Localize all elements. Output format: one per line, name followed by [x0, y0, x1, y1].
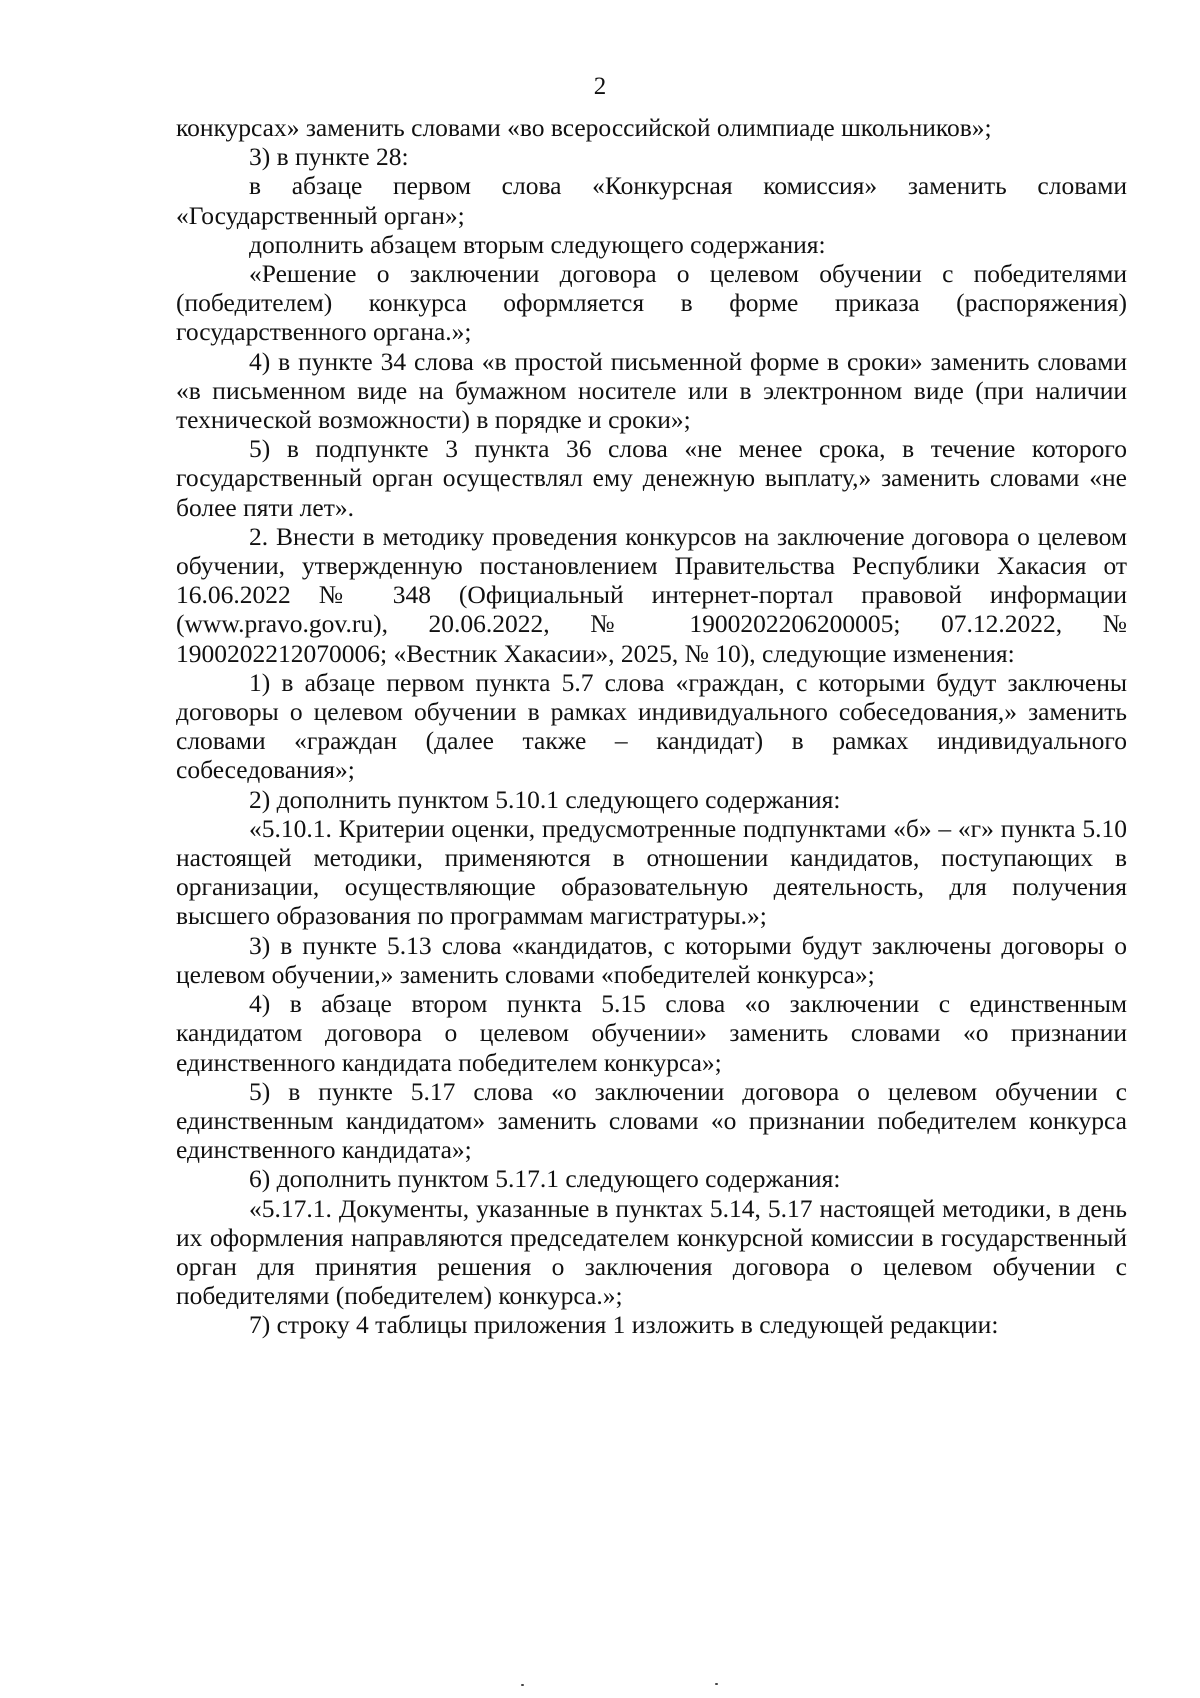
scan-speck	[521, 1684, 524, 1686]
scan-speck	[715, 1683, 718, 1685]
paragraph: конкурсах» заменить словами «во всероссийской олимпиаде школьников»;	[176, 113, 992, 142]
document-body	[176, 113, 1127, 1340]
page-number: 2	[593, 73, 607, 100]
paragraph: 4) в пункте 34 слова «в простой письменной форме в сроки» заменить словами «в письменном виде на бумажном носителе или в электронном виде (при наличии технической возможности) в порядке и сроки»;	[176, 346, 1127, 435]
paragraph: 7) строку 4 таблицы приложения 1 изложить в следующей редакции:	[249, 1310, 999, 1340]
paragraph: 2. Внести в методику проведения конкурсов на заключение договора о целевом обучении, утвержденную постановлением Правительства Республики Хакасия от 16.06.2022 № 348 (Официальный интернет-портал правовой информации (www.pravo.gov.ru), 20.06.2022, № 1900202206200005; 07.12.2022, № 1900202212070006; «Вестник Хакасии», 2025, № 10), следующие изменения:	[176, 521, 1127, 668]
paragraph: «5.17.1. Документы, указанные в пунктах 5.14, 5.17 настоящей методики, в день их оформления направляются председателем конкурсной комиссии в государственный орган для принятия решения о заключения договора о целевом обучении с победителями (победителем) конкурса.»;	[176, 1193, 1127, 1311]
paragraph: 5) в пункте 5.17 слова «о заключении договора о целевом обучении с единственным кандидатом» заменить словами «о признании победителем конкурса единственного кандидата»;	[176, 1076, 1127, 1165]
paragraph: 2) дополнить пунктом 5.10.1 следующего содержания:	[249, 784, 841, 814]
paragraph: «5.10.1. Критерии оценки, предусмотренные подпунктами «б» – «г» пункта 5.10 настоящей методики, применяются в отношении кандидатов, поступающих в организации, осуществляющие образовательную деятельность, для получения высшего образования по программам магистратуры.»;	[176, 813, 1127, 931]
paragraph: 3) в пункте 28:	[249, 142, 409, 172]
paragraph: «Решение о заключении договора о целевом обучении с победителями (победителем) конкурса оформляется в форме приказа (распоряжения) государственного органа.»;	[176, 259, 1127, 347]
paragraph: дополнить абзацем вторым следующего содержания:	[249, 229, 826, 259]
paragraph: 4) в абзаце втором пункта 5.15 слова «о заключении с единственным кандидатом договора о целевом обучении» заменить словами «о признании единственного кандидата победителем конкурса»;	[176, 989, 1127, 1077]
paragraph: 1) в абзаце первом пункта 5.7 слова «граждан, с которыми будут заключены договоры о целевом обучении в рамках индивидуального собеседования,» заменить словами «граждан (далее также – кандидат) в рамках индивидуального собеседования»;	[176, 667, 1127, 785]
paragraph: в абзаце первом слова «Конкурсная комиссия» заменить словами «Государственный орган»;	[176, 171, 1127, 230]
paragraph: 6) дополнить пунктом 5.17.1 следующего содержания:	[249, 1164, 841, 1194]
paragraph: 5) в подпункте 3 пункта 36 слова «не менее срока, в течение которого государственный орган осуществлял ему денежную выплату,» заменить словами «не более пяти лет».	[176, 434, 1127, 522]
paragraph: 3) в пункте 5.13 слова «кандидатов, с которыми будут заключены договоры о целевом обучении,» заменить словами «победителей конкурса»;	[176, 930, 1127, 989]
